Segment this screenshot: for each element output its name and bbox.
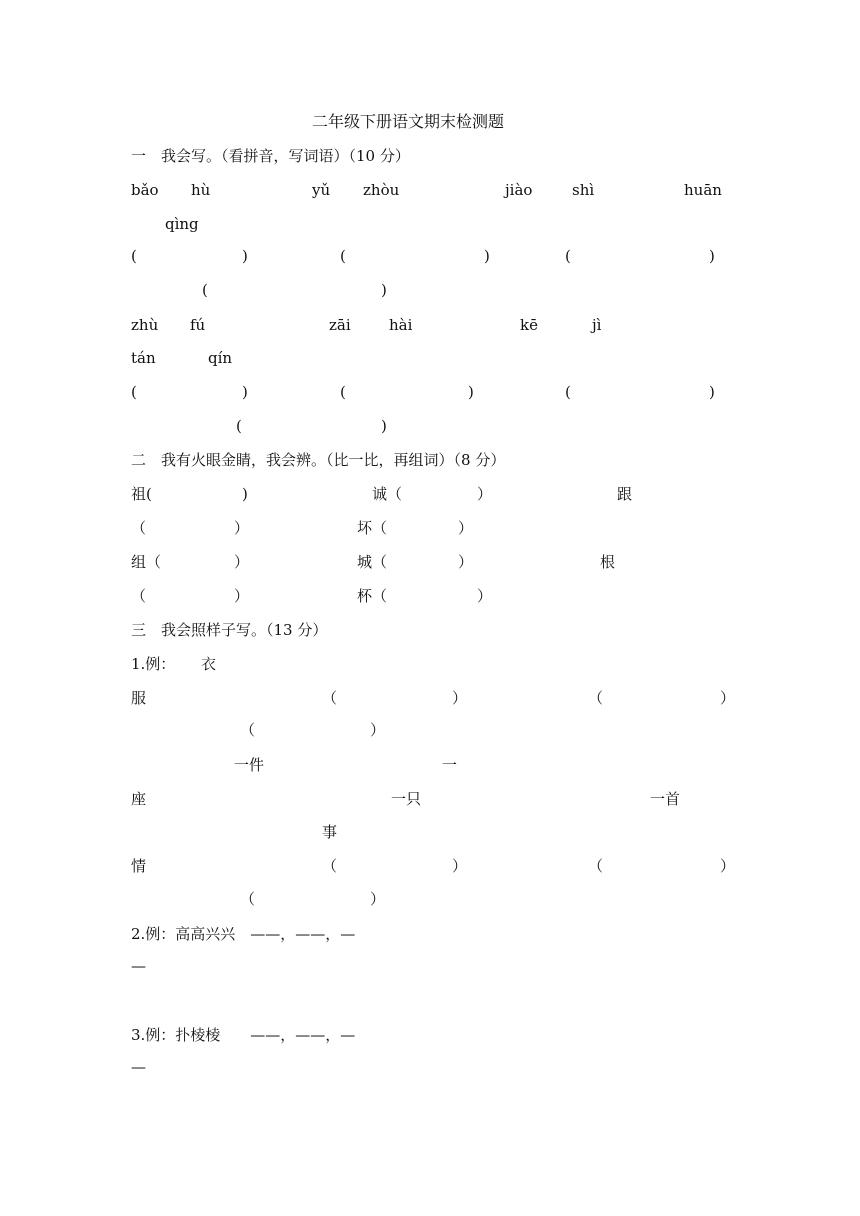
compare-char: 诚（ [372,485,403,503]
blank-close: ) [709,247,715,265]
measure-word: 情 [131,857,147,875]
example-char: 衣 [201,655,217,673]
blank-close: ） [370,721,386,739]
blank-close: ) [242,247,248,265]
measure-word: 一只 [391,790,422,808]
blank-open: ( [236,417,242,435]
compare-char: 根 [600,553,616,571]
blank-close: ） [458,553,474,571]
blank-open: （ [588,857,604,875]
blank-open: ( [340,383,346,401]
dash-continuation: — [131,957,146,975]
section-3-heading: 三 我会照样子写。（13 分） [131,621,328,639]
blank-open: ( [565,383,571,401]
pinyin: bǎo [131,181,159,199]
pinyin: tán [131,349,156,367]
blank-close: ） [477,485,493,503]
example-char: 服 [131,689,147,707]
blank-close: ） [370,890,386,908]
pinyin: zāi [329,316,351,334]
blank-open: （ [131,519,147,537]
measure-word: 一件 [234,756,265,774]
pinyin: shì [572,181,595,199]
blank-close: ） [720,689,736,707]
blank-close: ) [381,281,387,299]
blank-open: ( [340,247,346,265]
blank-close: ) [484,247,490,265]
measure-word: 一 [442,756,458,774]
question-label: 1.例： [131,655,176,673]
blank-open: ( [202,281,208,299]
pinyin: qín [208,349,233,367]
blank-close: ） [234,519,250,537]
compare-char: 组（ [131,553,162,571]
measure-word: 一首 [650,790,681,808]
pinyin: yǔ [312,181,331,199]
blank-close: ） [452,857,468,875]
section-2-heading: 二 我有火眼金睛，我会辨。（比一比，再组词）（8 分） [131,451,506,469]
blank-open: ( [565,247,571,265]
blank-close: ) [709,383,715,401]
blank-close: ） [458,519,474,537]
pinyin: hù [191,181,211,199]
blank-close: ) [381,417,387,435]
blank-open: （ [240,721,256,739]
blank-open: ( [131,247,137,265]
blank-close: ) [468,383,474,401]
pinyin: qìng [165,215,199,233]
blank-open: （ [322,689,338,707]
blank-close: ） [234,587,250,605]
compare-char: 杯（ [357,587,388,605]
pinyin: kē [520,316,538,334]
pinyin: jiào [505,181,533,199]
blank-close: ) [242,383,248,401]
pinyin: huān [684,181,722,199]
blank-close: ） [452,689,468,707]
blank-open: ( [131,383,137,401]
blank-close: ） [234,553,250,571]
pinyin: fú [190,316,206,334]
blank-close: ） [720,857,736,875]
dash-continuation: — [131,1058,146,1076]
compare-char: 城（ [357,553,388,571]
question-2: 2.例：高高兴兴 ——，——，— [131,925,356,943]
blank-open: （ [588,689,604,707]
measure-word: 事 [322,823,338,841]
blank-close: ） [477,587,493,605]
compare-char: 坏（ [357,519,388,537]
page-title: 二年级下册语文期末检测题 [312,112,505,131]
blank-open: （ [131,587,147,605]
blank-open: （ [322,857,338,875]
compare-char: 跟 [617,485,633,503]
pinyin: zhù [131,316,159,334]
blank-open: （ [240,890,256,908]
pinyin: jì [592,316,602,334]
pinyin: hài [389,316,413,334]
section-1-heading: 一 我会写。（看拼音，写词语）（10 分） [131,147,410,165]
compare-char: 祖( [131,485,152,503]
question-3: 3.例：扑棱棱 ——，——，— [131,1026,356,1044]
measure-word: 座 [131,790,147,808]
blank-close: ) [242,485,248,503]
pinyin: zhòu [363,181,400,199]
